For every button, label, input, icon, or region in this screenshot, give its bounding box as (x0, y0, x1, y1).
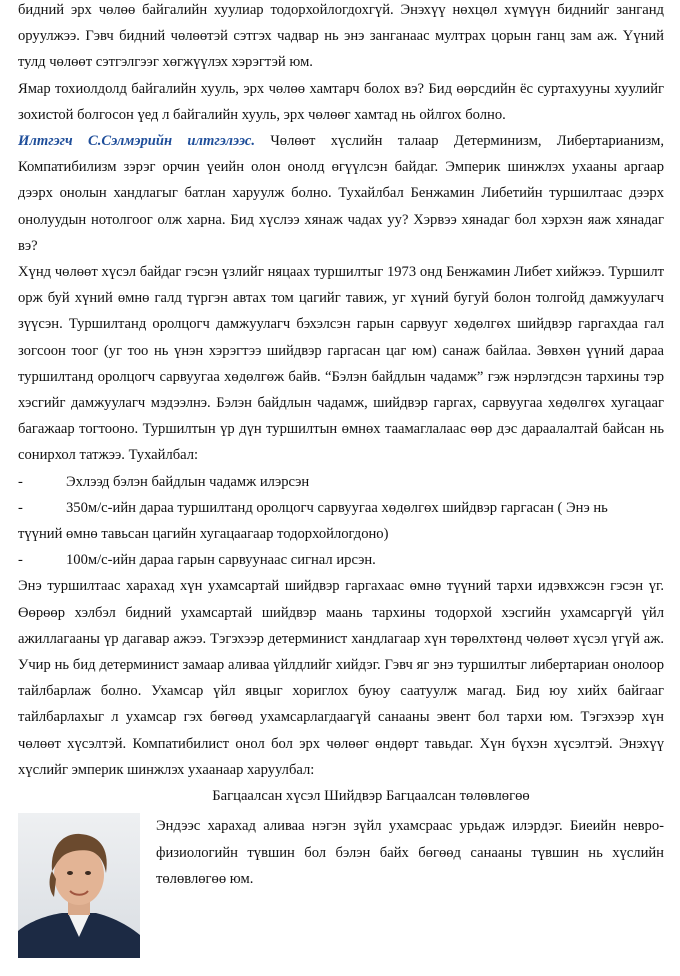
list-bullet: - (18, 473, 23, 490)
list-item-text: 100м/с-ийн дараа гарын сарвуунаас сигнал ирсэн. (66, 552, 376, 569)
paragraph-speaker (18, 128, 664, 259)
list-bullet: - (18, 499, 23, 516)
list-item-text: Эхлээд бэлэн байдлын чадамж илэрсэн (66, 473, 310, 490)
list-item (18, 547, 664, 573)
bottom-section (18, 813, 664, 958)
bottom-paragraph: Эндээс харахад аливаа нэгэн зүйл ухамсраас урьдаж илэрдэг. Биеийн невро-физиологийн түвшин бол бэлэн байх бөгөөд санааны түвшин нь хүслийн төлөвлөгөө юм. (156, 818, 664, 887)
list-item-line2: түүний өмнө тавьсан цагийн хугацаагаар тодорхойлогдоно) (18, 526, 389, 543)
speaker-body: Чөлөөт хүслийн талаар Детерминизм, Либертарианизм, Компатибилизм зэрэг орчин үеийн олон онолд өгүүлсэн байдаг. Эмперик шинжлэх ухааны аргаар дээрх онолын хандлагыг батлан харуулж болно. Тухайлбал Бенжамин Либетийн туршилтаас дээрх онолуудын нотолгоог олж харна. Бид хүслээ хянаж чадах уу? Хэрвээ хянадаг бол хэрхэн яаж хянадаг вэ? (18, 133, 664, 254)
speaker-lead: Илтгэгч С.Сэлмэрийн илтгэлээс. (18, 133, 255, 150)
paragraph-intro: бидний эрх чөлөө байгалийн хуулиар тодорхойлогдохгүй. Энэхүү нөхцөл хүмүүн биднийг занганд оруулжээ. Гэвч бидний чөлөөтэй сэтгэх чадвар нь энэ занганаас мултрах цорын ганц зам аж. Үүний тулд чөлөөт сэтгэлгээг хөгжүүлэх хэрэгтэй юм. (18, 2, 664, 71)
paragraph-conclusion: Энэ туршилтаас харахад хүн ухамсартай шийдвэр гаргахаас өмнө түүний тархи идэвхжсэн гэсэн үг. Өөрөөр хэлбэл бидний ухамсартай шийдвэр маань тархины тодорхой хэсгийн ухамсаргүй үйл ажиллагааны үр дагавар ажээ. Тэгэхээр детерминист хандлагаар хүн төрөлхтөнд чөлөөт хүсэл үгүй аж. Учир нь бид детерминист замаар аливаа үйлдлийг хийдэг. Гэвч яг энэ туршилтыг либертариан онолоор тайлбарлаж болно. Ухамсар үйл явцыг хориглох буюу саатуулж магад. Бид юу хийх байгааг тайлбарлахыг л ухамсар гэх бөгөөд ухамсарлагдаагүй санааны эвент бол тархи юм. Тэгэхээр хүн чөлөөт хүсэлтэй. Компатибилист онол бол эрх чөлөөг өндөрт тавьдаг. Хүн бүхэн хүсэлтэй. Энэхүү хүслийг эмперик шинжлэх ухаанаар харуулбал: (18, 578, 664, 778)
paragraph-question: Ямар тохиолдолд байгалийн хууль, эрх чөлөө хамтарч болох вэ? Бид өөрсдийн ёс суртахууны хуулийг зохистой болгосон үед л байгалийн хууль, эрх чөлөөг хамтад нь ойлгох болно. (18, 80, 664, 123)
result-list (18, 469, 664, 574)
list-item-text (18, 495, 664, 547)
speaker-photo (18, 813, 140, 958)
list-bullet: - (18, 552, 23, 569)
list-item (18, 495, 664, 547)
diagram-caption: Багцаалсан хүсэл Шийдвэр Багцаалсан төлөвлөгөө (212, 788, 530, 805)
list-item-line1: 350м/с-ийн дараа туршилтанд оролцогч сарвуугаа хөдөлгөх шийдвэр гаргасан ( Энэ нь (66, 499, 608, 516)
paragraph-libet-experiment: Хүнд чөлөөт хүсэл байдаг гэсэн үзлийг няцаах туршилтыг 1973 онд Бенжамин Либет хийжээ. Туршилт орж буй хүний өмнө галд түргэн автах том цагийг тавиж, уг хүний бугуй болон толгойд дамжуулагч зүүсэн. Туршилтанд оролцогч дамжуулагч бэхэлсэн гарын сарвууг хөдөлгөх шийдвэр гаргахдаа гал зогсоон тоог (уг тоо нь үнэн хэрэгтээ шийдвэр гаргасан цаг юм) санаж байлаа. Зөвхөн үүний дараа туршилтанд оролцогч сарвуугаа хөдөлгөж байв. “Бэлэн байдлын чадамж” гэж нэрлэгдсэн тархины тэр хэсгийг дамжуулагч мэдээлнэ. Бэлэн байдлын чадамж, шийдвэр гаргах, сарвуугаа хөдөлгөх хугацааг багажаар тогтооно. Туршилтын үр дүн туршилтын өмнөх таамаглалаас өөр дэс дараалалтай байсан нь сонирхол татжээ. Тухайлбал: (18, 264, 664, 464)
list-item (18, 469, 664, 495)
